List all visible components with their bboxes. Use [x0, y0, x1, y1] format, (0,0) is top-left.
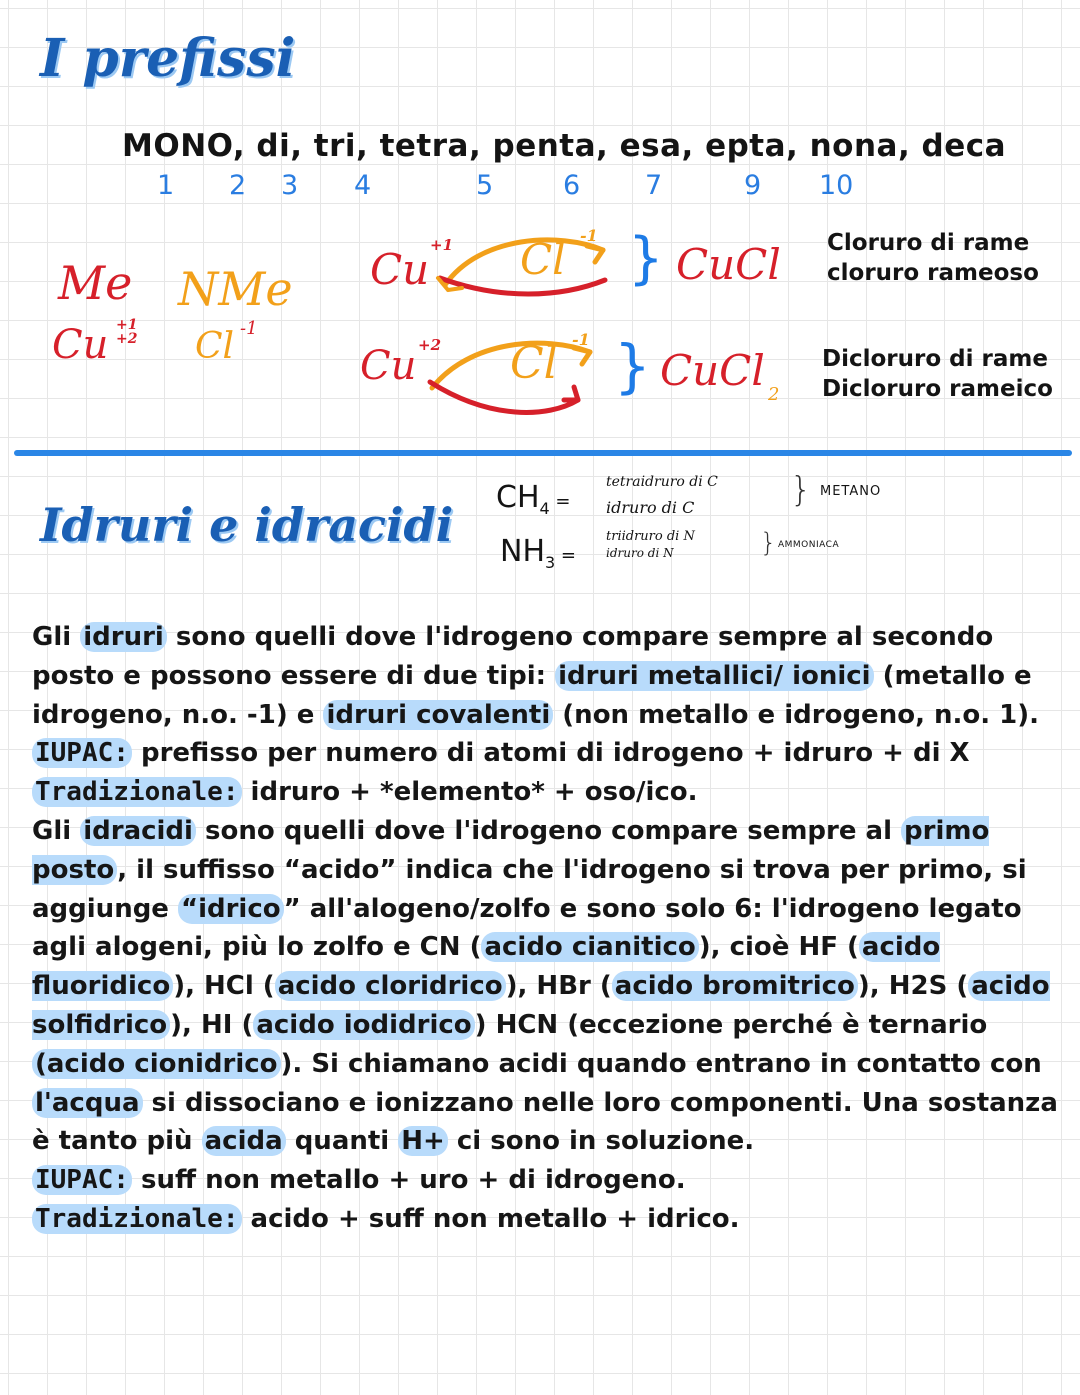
nonmetal-label: NMe — [178, 262, 293, 316]
row1-cu-charge: +1 — [430, 236, 454, 254]
prefix-number: 3 — [281, 170, 299, 201]
row2-name-trad: Dicloruro rameico — [822, 376, 1053, 402]
prefix-number: 6 — [563, 170, 581, 201]
trad-rule-idruri: Tradizionale: idruro + *elemento* + oso/ico. — [32, 773, 1062, 812]
section-title-prefissi: I prefissi — [40, 28, 296, 89]
row2-name-iupac: Dicloruro di rame — [822, 346, 1048, 372]
row1-formula: CuCl — [676, 240, 781, 289]
row2-brace: } — [614, 332, 651, 400]
row2-cl-charge: -1 — [572, 330, 590, 349]
row2-cu-charge: +2 — [418, 336, 442, 354]
cl-charge: -1 — [240, 318, 258, 339]
row2-cl: Cl — [510, 338, 558, 389]
ch4-trivial-name: METANO — [820, 484, 882, 499]
ch4-name-trad: idruro di C — [606, 498, 695, 517]
prefix-number: 7 — [645, 170, 663, 201]
row2-formula: CuCl — [660, 346, 765, 395]
paragraph-idracidi: Gli idracidi sono quelli dove l'idrogeno compare sempre al primo posto , il suffisso “acido” indica che l'idrogeno si trova per primo, si aggiunge “idrico ” all'alogeno/zolfo e sono solo 6: l'idrogeno legato agli alogeni, più lo zolfo e CN ( acido cianitico ), cioè HF ( acido fluoridico ), HCl ( acido cloridrico ), HBr ( acido bromitrico ), H2S ( acido solfidrico ), HI ( acido iodidrico ) HCN (eccezione perché è ternario (acido cionidrico ). Si chiamano acidi quando entrano in contatto con l'acqua si dissociano e ionizzano nelle loro componenti. Una sostanza è tanto più acida quanti H+ ci sono in soluzione. — [32, 815, 1058, 1157]
prefix-number: 2 — [229, 170, 247, 201]
prefix-number: 1 — [157, 170, 175, 201]
ch4-brace: } — [790, 470, 812, 510]
prefix-number: 9 — [744, 170, 762, 201]
nh3-brace: } — [760, 528, 777, 558]
row1-name-iupac: Cloruro di rame — [827, 230, 1030, 256]
cu-symbol: Cu — [52, 322, 109, 368]
row2-cu: Cu — [360, 343, 417, 389]
ch4-name-iupac: tetraidruro di C — [606, 474, 718, 490]
cu-charges: +1 +2 — [116, 317, 138, 347]
row1-cl-charge: -1 — [580, 226, 598, 245]
ch4-formula: $CH_4$ = — [496, 480, 571, 518]
nh3-name-iupac: triidruro di N — [606, 529, 695, 544]
metal-label: Me — [58, 256, 133, 310]
nh3-trivial-name: AMMONIACA — [778, 540, 840, 550]
iupac-rule-idracidi: IUPAC: suff non metallo + uro + di idrogeno. — [32, 1161, 1062, 1200]
row1-cl: Cl — [520, 235, 566, 284]
trad-rule-idracidi: Tradizionale: acido + suff non metallo + idrico. — [32, 1200, 1062, 1239]
row1-name-trad: cloruro rameoso — [827, 260, 1039, 286]
row1-cu: Cu — [370, 245, 430, 294]
body-text — [32, 618, 1062, 1239]
nh3-name-trad: idruro di N — [606, 546, 674, 560]
paragraph-idruri: Gli idruri sono quelli dove l'idrogeno compare sempre al secondo posto e possono essere di due tipi: idruri metallici/ ionici (metallo e idrogeno, n.o. -1) e idruri covalenti (non metallo e idrogeno, n.o. 1). — [32, 622, 1040, 730]
prefix-number: 4 — [354, 170, 372, 201]
cl-symbol: Cl — [195, 326, 235, 367]
charge-swap-arrows — [0, 0, 1080, 450]
prefix-number: 10 — [819, 170, 854, 201]
prefix-number: 5 — [476, 170, 494, 201]
section-title-idruri: Idruri e idracidi — [40, 498, 454, 552]
section-divider — [14, 450, 1072, 456]
nh3-formula: $NH_3$ = — [500, 534, 576, 572]
iupac-rule-idruri: IUPAC: prefisso per numero di atomi di idrogeno + idruro + di X — [32, 734, 1062, 773]
row2-subscript: 2 — [768, 384, 780, 405]
prefix-list: MONO, di, tri, tetra, penta, esa, epta, nona, deca — [122, 128, 1007, 164]
row1-brace: } — [628, 226, 664, 291]
